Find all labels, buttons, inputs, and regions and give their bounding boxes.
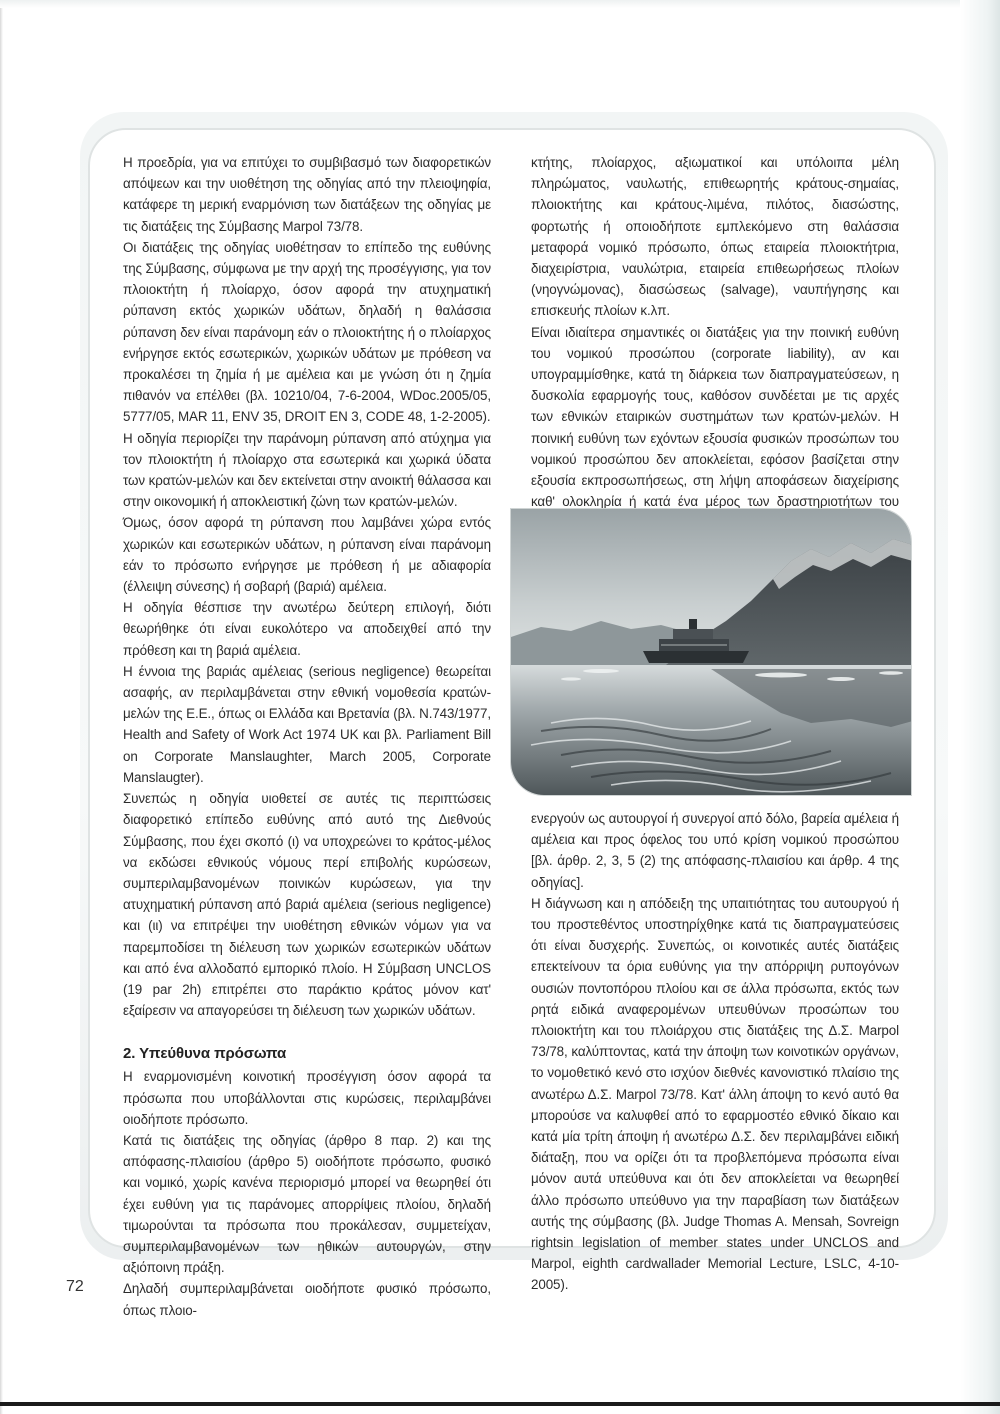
right-column-top [531, 152, 899, 555]
section-heading: 2. Υπεύθυνα πρόσωπα [123, 1045, 287, 1063]
paragraph: Η οδηγία περιορίζει την παράνομη ρύπανση από ατύχημα για τον πλοιοκτήτη ή πλοίαρχο στα εσωτερικά και χωρικά ύδατα των κρατών-μελών και δεν εκτείνεται στην ανοικτή θάλασσα και στην οικονομική ή αποκλειστική ζώνη των κρατών-μελών. [123, 430, 491, 510]
paragraph: Όμως, όσον αφορά τη ρύπανση που λαμβάνει χώρα εντός χωρικών και εσωτερικών υδάτων, η ρύπανση είναι παράνομη εάν το πρόσωπο ενήργησε με πρόθεση ή με αδιαφορία (έλλειψη σύνεσης) ή σοβαρή (βαριά) αμέλεια. [123, 515, 491, 595]
paragraph: Η προεδρία, για να επιτύχει το συμβιβασμό των διαφορετικών απόψεων και την υιοθέτηση της οδηγίας από την πλειοψηφία, κατάφερε τη μερική εναρμόνιση των διατάξεων της οδηγίας με τις διατάξεις της Σύμβασης Marpol 73/78. [123, 155, 491, 234]
ship-fjord-photo [510, 508, 912, 796]
page-fold-shadow [960, 0, 1000, 1414]
left-column [123, 152, 491, 1321]
scan-top-band [0, 0, 1000, 8]
paragraph: Οι διατάξεις της οδηγίας υιοθέτησαν το επίπεδο της ευθύνης της Σύμβασης, σύμφωνα με την αρχή της προσέγγισης, για τον πλοιοκτήτη ή πλοίαρχο, όσον αφορά την ατυχηματική ρύπανση εκτός χωρικών υδάτων, δηλαδή η θαλάσσια ρύπανση δεν είναι παράνομη εάν ο πλοιοκτήτης ή ο πλοίαρχος ενήργησε εκτός εσωτερικών, χωρικών υδάτων με πρόθεση να προκαλέσει τη ζημία ή με αμέλεια και με γνώση ότι η ζημία πιθανόν να επέλθει (βλ. 10210/04, 7-6-2004, WDoc.2005/05, 5777/05, MAR 11, ENV 35, DROIT EN 3, CODE 48, 1-2-2005). [123, 239, 491, 425]
paragraph: Δηλαδή συμπεριλαμβάνεται οιοδήποτε φυσικό πρόσωπο, όπως πλοιο- [123, 1281, 491, 1318]
paragraph: Κατά τις διατάξεις της οδηγίας (άρθρο 8 παρ. 2) και της απόφασης-πλαισίου (άρθρο 5) οιοδήποτε πρόσωπο, φυσικό και νομικό, χωρίς κανένα περιορισμό μπορεί να θεωρηθεί ότι έχει ευθύνη για τις παράνομες απορρίψεις πλοίου, δηλαδή τιμωρούνται τα πρόσωπα που προκάλεσαν, συμμετείχαν, συμπεριλαμβανομένων των ηθικών αυτουργών, στην αξιόποινη πράξη. [123, 1132, 491, 1276]
scan-edge [0, 0, 3, 1414]
paragraph: κτήτης, πλοίαρχος, αξιωματικοί και υπόλοιπα μέλη πληρώματος, ναυλωτής, επιθεωρητής κράτους-σημαίας, πλοιοκτήτης και κράτους-λιμένα, πιλότος, διασώστης, φορτωτής ή οποιοδήποτε εμπλεκόμενο στη θαλάσσια μεταφορά νομικό πρόσωπο, όπως εταιρεία πλοιοκτήτρια, διαχειρίστρια, ναυλώτρια, εταιρεία επιθεωρήσεως πλοίων (νηογνώμονας), διασώσεως (salvage), ναυπήγησης και επισκευής πλοίων κ.λπ. [531, 155, 899, 319]
paragraph: Είναι ιδιαίτερα σημαντικές οι διατάξεις για την ποινική ευθύνη του νομικού προσώπου (corporate liability), αν και υπογραμμίσθηκε, κατά τη διάρκεια των διαπραγματεύσεων, η δυσκολία εφαρμογής τους, καθόσον συνδέεται με τις αρχές των εθνικών εταιρικών συστημάτων των κρατών-μελών. Η ποινική ευθύνη των εχόντων εξουσία φυσικών προσώπων του νομικού προσώπου δεν αποκλείεται, εφόσον βασίζεται στην εξουσία εκπροσωπήσεως, στη λήψη αποφάσεων διαχείρισης καθ' ολοκληρία ή κατά ένα μέρος των δραστηριοτήτων του [531, 324, 899, 510]
paragraph: Συνεπώς η οδηγία υιοθετεί σε αυτές τις περιπτώσεις διαφορετικό επίπεδο ευθύνης από αυτό της Διεθνούς Σύμβασης, που έχει σκοπό (ι) να υποχρεώνει το κράτος-μέλος να εκδώσει εθνικούς νόμους περί επιβολής κυρώσεων, συμπεριλαμβανομένων ποινικών κυρώσεων, για την ατυχηματική ρύπανση από βαριά αμέλεια (serious negligence) και (ιι) να επιτρέψει την υιοθέτηση εθνικών νόμων για να παρεμποδίσει τη διέλευση των χωρικών εσωτερικών υδάτων και από ένα αλλοδαπό εμπορικό πλοίο. Η Σύμβαση UNCLOS (19 par 2h) επιτρέπει στο παράκτιο κράτος μόνον κατ' εξαίρεσιν να απαγορεύσει τη διέλευση των χωρικών υδάτων. [123, 791, 491, 1019]
right-column-bottom [531, 808, 899, 1296]
page-number: 72 [66, 1278, 84, 1295]
bottom-rule [0, 1402, 1000, 1406]
paragraph: Η διάγνωση και η απόδειξη της υπαιτιότητας του αυτουργού ή του προστεθέντος υποστηρίχθηκε κατά τις διαπραγματεύσεις ότι είναι δυσχερής. Συνεπώς, οι κοινοτικές αυτές διατάξεις επεκτείνουν τα όρια ευθύνης για την απόρριψη ρυπογόνων ουσιών ποντοπόρου πλοίου και σε άλλα πρόσωπα, εκτός των ρητά ειδικά αναφερομένων υπευθύνων προσώπων του πλοιοκτήτη και του πλοιάρχου στις διατάξεις της Δ.Σ. Marpol 73/78, καλύπτοντας, κατά την άποψη των κοινοτικών οργάνων, το νομοθετικό κενό στο ισχύον διεθνές κανονιστικό πλαίσιο της ανωτέρω Δ.Σ. Marpol 73/78. Κατ' άλλη άποψη το κενό αυτό θα μπορούσε να καλυφθεί από το εφαρμοστέο εθνικό δίκαιο και κατά μία τρίτη άποψη ή ανωτέρω Δ.Σ. δεν περιλαμβάνει ειδική διάταξη, που να ορίζει ότι τα προβλεπόμενα πρόσωπα είναι μόνον αυτά υπεύθυνα και ότι δεν αποκλείεται να θεωρηθεί άλλο πρόσωπο υπεύθυνο για την παραβίαση των διατάξεων αυτής της σύμβασης (βλ. Judge Thomas A. Mensah, Sovreign rightsin legislation of member states under UNCLOS and Marpol, eighth cardwallader Memorial Lecture, LSLC, 4-10-2005). [531, 895, 899, 1293]
paragraph: Η οδηγία θέσπισε την ανωτέρω δεύτερη επιλογή, διότι θεωρήθηκε ότι είναι ευκολότερο να αποδειχθεί από την πρόθεση και τη βαριά αμέλεια. [123, 600, 491, 658]
paragraph: Η εναρμονισμένη κοινοτική προσέγγιση όσον αφορά τα πρόσωπα που υποβάλλονται στις κυρώσεις, περιλαμβάνει οιοδήποτε πρόσωπο. [123, 1069, 491, 1127]
paragraph: Η έννοια της βαριάς αμέλειας (serious negligence) θεωρείται ασαφής, αν περιλαμβάνεται στην εθνική νομοθεσία κρατών-μελών της Ε.Ε., όπως οι Ελλάδα και Βρετανία (βλ. Ν.743/1977, Health and Safety of Work Act 1974 UK και βλ. Parliament Bill on Corporate Manslaughter, March 2005, Corporate Manslaugter). [123, 663, 491, 785]
paragraph: ενεργούν ως αυτουργοί ή συνεργοί από δόλο, βαρεία αμέλεια ή αμέλεια και προς όφελος του υπό κρίση νομικού προσώπου [βλ. άρθρ. 2, 3, 5 (2) της απόφασης-πλαισίου και άρθρ. 4 της οδηγίας]. [531, 811, 899, 890]
